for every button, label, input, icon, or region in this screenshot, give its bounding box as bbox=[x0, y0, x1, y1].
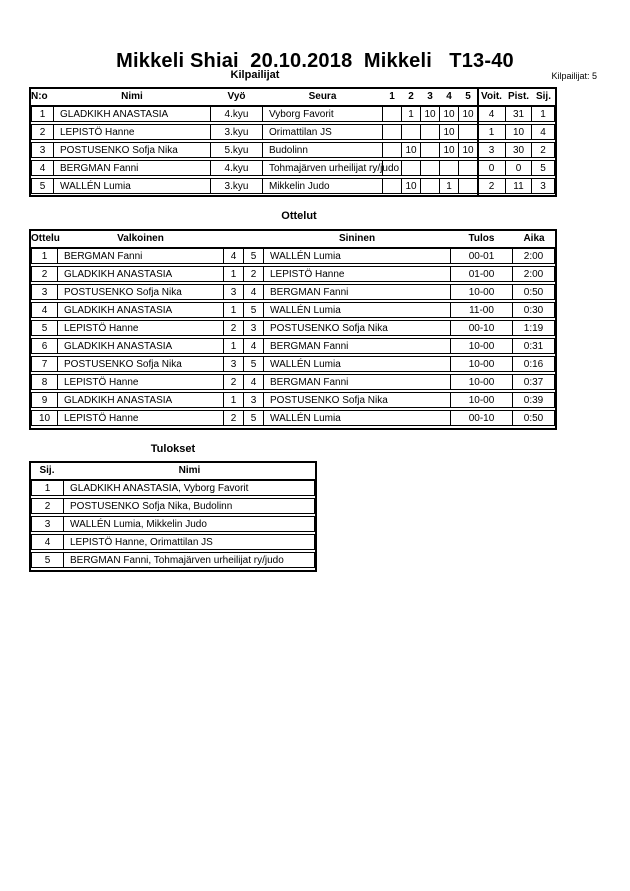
cell-result: 00-10 bbox=[450, 411, 512, 425]
cell-r4: 10 bbox=[439, 107, 458, 121]
cell-no: 1 bbox=[39, 109, 46, 120]
cell-time: 0:50 bbox=[512, 411, 554, 425]
cell-r5 bbox=[458, 161, 477, 175]
match-row bbox=[31, 302, 555, 318]
header-points: Pist. bbox=[507, 91, 530, 102]
cell-result: 10-00 bbox=[450, 375, 512, 389]
cell-time: 2:00 bbox=[512, 249, 554, 263]
cell-blue: BERGMAN Fanni bbox=[263, 285, 450, 299]
competitors-count-label: Kilpailijat: 5 bbox=[551, 71, 597, 81]
cell-club: Budolinn bbox=[262, 143, 382, 157]
cell-blue: WALLÉN Lumia bbox=[263, 249, 450, 263]
cell-r1 bbox=[382, 125, 401, 139]
cell-result: 10-00 bbox=[450, 339, 512, 353]
cell-time: 0:31 bbox=[512, 339, 554, 353]
cell-no: 4 bbox=[41, 305, 48, 316]
match-row bbox=[31, 374, 555, 390]
cell-r1 bbox=[382, 143, 401, 157]
cell-r4 bbox=[439, 161, 458, 175]
header-white_no bbox=[223, 231, 243, 247]
cell-name: LEPISTÖ Hanne bbox=[53, 125, 210, 139]
cell-r2 bbox=[401, 125, 420, 139]
section-title-ottelut: Ottelut bbox=[281, 210, 317, 222]
cell-white_no: 3 bbox=[223, 285, 243, 299]
header-place: Sij. bbox=[535, 91, 551, 102]
cell-wins: 0 bbox=[477, 161, 505, 175]
results-header-row bbox=[31, 463, 315, 480]
cell-name: WALLÉN Lumia bbox=[53, 179, 210, 193]
cell-r5 bbox=[458, 125, 477, 139]
cell-blue_no: 4 bbox=[243, 375, 263, 389]
cell-name: POSTUSENKO Sofja Nika bbox=[53, 143, 210, 157]
cell-no: 10 bbox=[38, 413, 51, 424]
cell-result: 00-10 bbox=[450, 321, 512, 335]
cell-no: 7 bbox=[41, 359, 48, 370]
cell-result: 11-00 bbox=[450, 303, 512, 317]
result-row bbox=[31, 480, 315, 496]
section-title-tulokset: Tulokset bbox=[150, 443, 196, 455]
cell-place: 5 bbox=[44, 555, 51, 566]
cell-r2 bbox=[401, 161, 420, 175]
cell-blue: POSTUSENKO Sofja Nika bbox=[263, 321, 450, 335]
cell-time: 0:50 bbox=[512, 285, 554, 299]
cell-no: 3 bbox=[41, 287, 48, 298]
header-name: Nimi bbox=[178, 465, 201, 476]
cell-blue: BERGMAN Fanni bbox=[263, 375, 450, 389]
cell-r3 bbox=[420, 161, 439, 175]
match-row bbox=[31, 248, 555, 264]
cell-r2: 10 bbox=[401, 179, 420, 193]
cell-result: 01-00 bbox=[450, 267, 512, 281]
cell-place: 5 bbox=[531, 161, 554, 175]
cell-blue: POSTUSENKO Sofja Nika bbox=[263, 393, 450, 407]
cell-no: 1 bbox=[41, 251, 48, 262]
cell-blue_no: 2 bbox=[243, 267, 263, 281]
cell-place: 1 bbox=[531, 107, 554, 121]
cell-time: 0:16 bbox=[512, 357, 554, 371]
cell-r4: 10 bbox=[439, 143, 458, 157]
header-place: Sij. bbox=[39, 465, 55, 476]
cell-name: BERGMAN Fanni, Tohmajärven urheilijat ry/judo bbox=[63, 553, 314, 567]
header-r3: 3 bbox=[427, 91, 433, 102]
cell-place: 4 bbox=[531, 125, 554, 139]
cell-name: GLADKIKH ANASTASIA, Vyborg Favorit bbox=[63, 481, 314, 495]
cell-place: 3 bbox=[44, 519, 51, 530]
cell-name: BERGMAN Fanni bbox=[53, 161, 210, 175]
header-r5: 5 bbox=[465, 91, 471, 102]
results-table bbox=[29, 461, 317, 572]
cell-white_no: 1 bbox=[223, 339, 243, 353]
cell-white_no: 1 bbox=[223, 393, 243, 407]
cell-club: Vyborg Favorit bbox=[262, 107, 382, 121]
cell-wins: 4 bbox=[477, 107, 505, 121]
cell-white_no: 1 bbox=[223, 303, 243, 317]
cell-white: GLADKIKH ANASTASIA bbox=[57, 267, 223, 281]
cell-blue: BERGMAN Fanni bbox=[263, 339, 450, 353]
matches-table bbox=[29, 229, 557, 430]
results-group-separator bbox=[477, 89, 479, 195]
header-r4: 4 bbox=[446, 91, 452, 102]
cell-time: 1:19 bbox=[512, 321, 554, 335]
result-row bbox=[31, 498, 315, 514]
match-row bbox=[31, 266, 555, 282]
cell-points: 31 bbox=[505, 107, 531, 121]
cell-r3: 10 bbox=[420, 107, 439, 121]
cell-wins: 3 bbox=[477, 143, 505, 157]
cell-blue_no: 3 bbox=[243, 321, 263, 335]
cell-white: LEPISTÖ Hanne bbox=[57, 321, 223, 335]
section-title-kilpailijat: Kilpailijat bbox=[230, 69, 280, 81]
cell-blue: WALLÉN Lumia bbox=[263, 411, 450, 425]
cell-points: 10 bbox=[505, 125, 531, 139]
cell-result: 10-00 bbox=[450, 285, 512, 299]
result-row bbox=[31, 516, 315, 532]
cell-blue_no: 5 bbox=[243, 303, 263, 317]
cell-time: 2:00 bbox=[512, 267, 554, 281]
cell-r1 bbox=[382, 179, 401, 193]
cell-r2: 1 bbox=[401, 107, 420, 121]
matches-header-row bbox=[31, 231, 555, 248]
cell-blue_no: 4 bbox=[243, 339, 263, 353]
header-club: Seura bbox=[308, 91, 337, 102]
competitors-table bbox=[29, 87, 557, 197]
header-result: Tulos bbox=[468, 233, 495, 244]
cell-club: Orimattilan JS bbox=[262, 125, 382, 139]
cell-blue_no: 4 bbox=[243, 285, 263, 299]
header-blue_no bbox=[243, 231, 263, 247]
cell-white_no: 3 bbox=[223, 357, 243, 371]
document-title: Mikkeli Shiai 20.10.2018 Mikkeli T13-40 bbox=[116, 50, 514, 72]
cell-white: GLADKIKH ANASTASIA bbox=[57, 303, 223, 317]
cell-white: LEPISTÖ Hanne bbox=[57, 375, 223, 389]
cell-r5: 10 bbox=[458, 143, 477, 157]
cell-no: 9 bbox=[41, 395, 48, 406]
match-row bbox=[31, 356, 555, 372]
header-wins: Voit. bbox=[481, 91, 502, 102]
cell-blue: LEPISTÖ Hanne bbox=[263, 267, 450, 281]
header-time: Aika bbox=[523, 233, 545, 244]
cell-time: 0:30 bbox=[512, 303, 554, 317]
header-no: N:o bbox=[31, 91, 48, 102]
cell-r3 bbox=[420, 143, 439, 157]
cell-no: 4 bbox=[39, 163, 46, 174]
cell-belt: 3.kyu bbox=[210, 179, 262, 193]
header-r2: 2 bbox=[408, 91, 414, 102]
cell-white_no: 2 bbox=[223, 375, 243, 389]
cell-name: GLADKIKH ANASTASIA bbox=[53, 107, 210, 121]
cell-white_no: 2 bbox=[223, 411, 243, 425]
cell-time: 0:39 bbox=[512, 393, 554, 407]
header-white: Valkoinen bbox=[117, 233, 164, 244]
cell-no: 2 bbox=[41, 269, 48, 280]
cell-belt: 3.kyu bbox=[210, 125, 262, 139]
cell-r4: 10 bbox=[439, 125, 458, 139]
cell-r3 bbox=[420, 125, 439, 139]
cell-blue: WALLÉN Lumia bbox=[263, 357, 450, 371]
cell-result: 00-01 bbox=[450, 249, 512, 263]
cell-result: 10-00 bbox=[450, 357, 512, 371]
cell-place: 1 bbox=[44, 483, 51, 494]
match-row bbox=[31, 320, 555, 336]
cell-wins: 2 bbox=[477, 179, 505, 193]
cell-belt: 4.kyu bbox=[210, 161, 262, 175]
cell-r4: 1 bbox=[439, 179, 458, 193]
cell-no: 5 bbox=[41, 323, 48, 334]
header-name: Nimi bbox=[121, 91, 143, 102]
cell-club: Tohmajärven urheilijat ry/judo bbox=[262, 161, 382, 175]
cell-club: Mikkelin Judo bbox=[262, 179, 382, 193]
cell-place: 2 bbox=[531, 143, 554, 157]
cell-white: POSTUSENKO Sofja Nika bbox=[57, 285, 223, 299]
match-row bbox=[31, 338, 555, 354]
cell-belt: 4.kyu bbox=[210, 107, 262, 121]
cell-name: WALLÉN Lumia, Mikkelin Judo bbox=[63, 517, 314, 531]
cell-blue_no: 5 bbox=[243, 411, 263, 425]
cell-result: 10-00 bbox=[450, 393, 512, 407]
cell-r2: 10 bbox=[401, 143, 420, 157]
cell-belt: 5.kyu bbox=[210, 143, 262, 157]
cell-white_no: 4 bbox=[223, 249, 243, 263]
cell-white_no: 2 bbox=[223, 321, 243, 335]
cell-white: POSTUSENKO Sofja Nika bbox=[57, 357, 223, 371]
cell-white: GLADKIKH ANASTASIA bbox=[57, 393, 223, 407]
header-blue: Sininen bbox=[338, 233, 376, 244]
cell-r5: 10 bbox=[458, 107, 477, 121]
cell-r1 bbox=[382, 161, 401, 175]
cell-r1 bbox=[382, 107, 401, 121]
cell-points: 11 bbox=[505, 179, 531, 193]
header-belt: Vyö bbox=[227, 91, 246, 102]
match-row bbox=[31, 284, 555, 300]
cell-white: GLADKIKH ANASTASIA bbox=[57, 339, 223, 353]
cell-place: 2 bbox=[44, 501, 51, 512]
cell-wins: 1 bbox=[477, 125, 505, 139]
cell-blue_no: 5 bbox=[243, 357, 263, 371]
cell-blue_no: 3 bbox=[243, 393, 263, 407]
cell-time: 0:37 bbox=[512, 375, 554, 389]
cell-blue_no: 5 bbox=[243, 249, 263, 263]
match-row bbox=[31, 392, 555, 408]
match-row bbox=[31, 410, 555, 426]
cell-place: 3 bbox=[531, 179, 554, 193]
cell-no: 3 bbox=[39, 145, 46, 156]
cell-no: 6 bbox=[41, 341, 48, 352]
result-row bbox=[31, 552, 315, 568]
result-row bbox=[31, 534, 315, 550]
cell-white: LEPISTÖ Hanne bbox=[57, 411, 223, 425]
cell-no: 5 bbox=[39, 181, 46, 192]
cell-white: BERGMAN Fanni bbox=[57, 249, 223, 263]
cell-points: 30 bbox=[505, 143, 531, 157]
cell-blue: WALLÉN Lumia bbox=[263, 303, 450, 317]
cell-points: 0 bbox=[505, 161, 531, 175]
header-r1: 1 bbox=[389, 91, 395, 102]
cell-no: 2 bbox=[39, 127, 46, 138]
cell-r5 bbox=[458, 179, 477, 193]
cell-r3 bbox=[420, 179, 439, 193]
header-no: Ottelu bbox=[31, 233, 60, 244]
cell-place: 4 bbox=[44, 537, 51, 548]
cell-name: POSTUSENKO Sofja Nika, Budolinn bbox=[63, 499, 314, 513]
cell-white_no: 1 bbox=[223, 267, 243, 281]
cell-name: LEPISTÖ Hanne, Orimattilan JS bbox=[63, 535, 314, 549]
cell-no: 8 bbox=[41, 377, 48, 388]
